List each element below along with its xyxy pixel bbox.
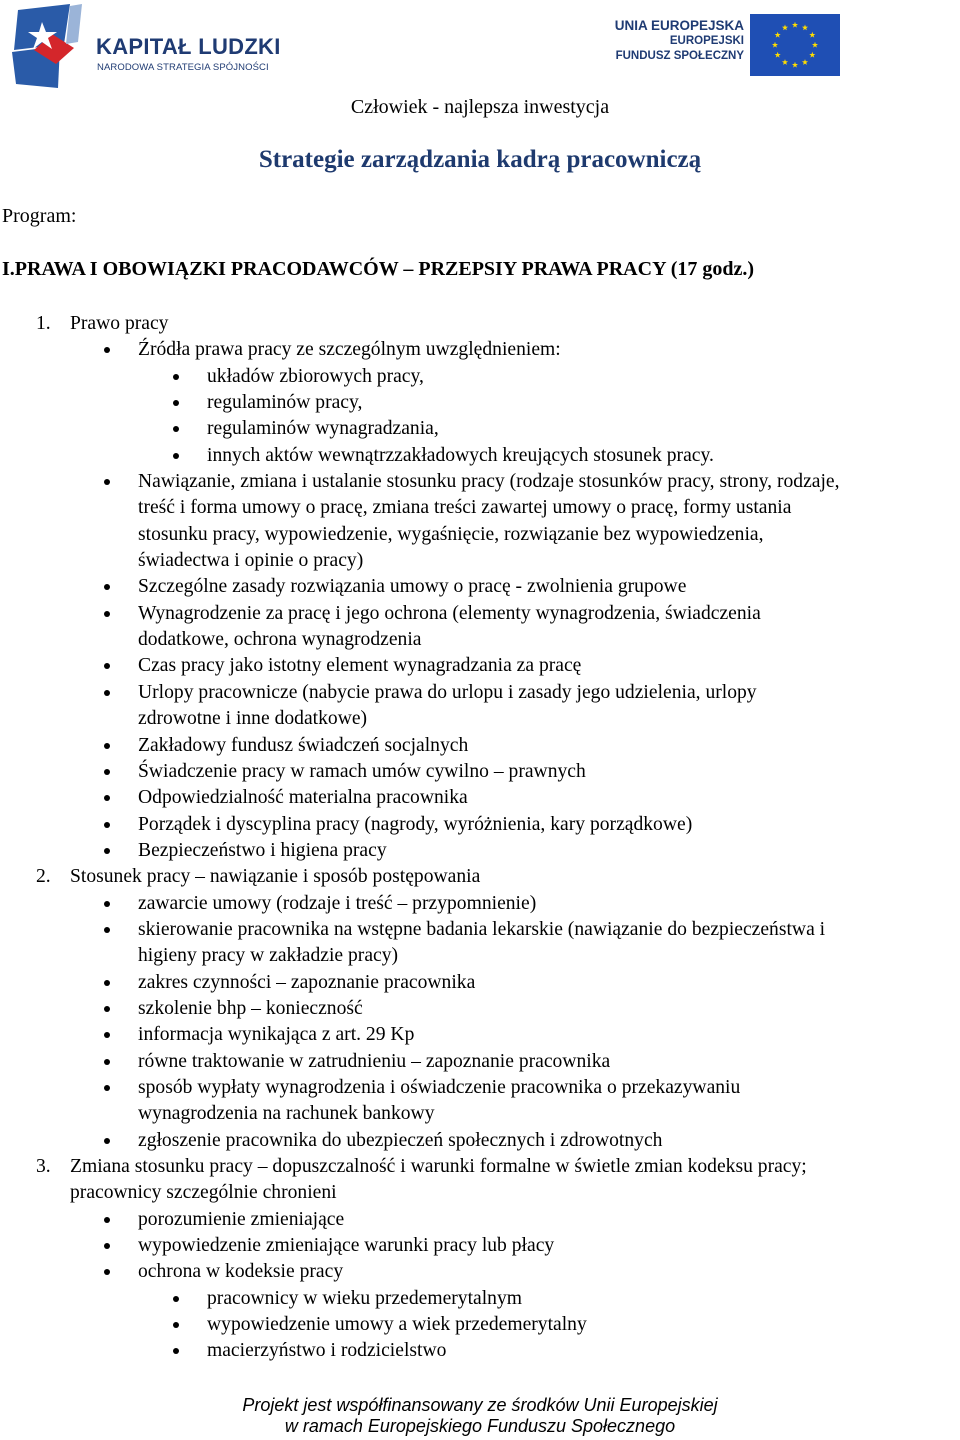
list-item — [0, 812, 960, 838]
bullet-icon — [104, 927, 110, 933]
bullet-icon — [104, 980, 110, 986]
item-text: pracownicy w wieku przedemerytalnym — [207, 1287, 523, 1309]
bullet-icon — [104, 1138, 110, 1144]
bullet-icon — [104, 1032, 110, 1038]
item-text: równe traktowanie w zatrudnieniu – zapoznanie pracownika — [138, 1050, 611, 1072]
eu-logo-text — [615, 18, 744, 64]
item-text: pracownicy szczególnie chronieni — [70, 1182, 337, 1204]
list-item-continuation — [0, 495, 960, 521]
item-text: zawarcie umowy (rodzaje i treść – przypomnienie) — [138, 892, 537, 914]
item-text: zgłoszenie pracownika do ubezpieczeń społecznych i zdrowotnych — [138, 1129, 663, 1151]
item-text: szkolenie bhp – konieczność — [138, 997, 363, 1019]
bullet-icon — [104, 1269, 110, 1275]
item-text: sposób wypłaty wynagrodzenia i oświadczenie pracownika o przekazywaniu — [138, 1076, 741, 1098]
eu-flag-icon — [750, 14, 840, 76]
sub-list-item — [0, 1338, 960, 1364]
item-text: układów zbiorowych pracy, — [207, 365, 424, 387]
bullet-icon — [104, 1243, 110, 1249]
kapital-ludzki-title: KAPITAŁ LUDZKI — [96, 34, 281, 59]
bullet-icon — [173, 1296, 179, 1302]
bullet-icon — [104, 1217, 110, 1223]
list-item — [0, 917, 960, 943]
list-item — [0, 1075, 960, 1101]
sub-list-item — [0, 1286, 960, 1312]
bullet-icon — [104, 822, 110, 828]
list-item — [0, 1233, 960, 1259]
item-text: dodatkowe, ochrona wynagrodzenia — [138, 629, 422, 651]
document-title: Strategie zarządzania kadrą pracowniczą — [258, 146, 702, 173]
item-text: Wynagrodzenie za pracę i jego ochrona (elementy wynagrodzenia, świadczenia — [138, 602, 761, 624]
eu-logo-line2: EUROPEJSKI — [669, 35, 744, 47]
bullet-icon — [173, 1348, 179, 1354]
bullet-icon — [173, 1322, 179, 1328]
numbered-item — [0, 311, 960, 337]
item-text: stosunku pracy, wypowiedzenie, wygaśnięcie, rozwiązanie bez wypowiedzenia, — [138, 523, 764, 545]
bullet-icon — [173, 374, 179, 380]
eu-logo-line1: UNIA EUROPEJSKA — [614, 18, 744, 33]
item-number: 3. — [36, 1156, 51, 1177]
bullet-icon — [104, 1085, 110, 1091]
item-text: treść i forma umowy o pracę, zmiana treści zawartej umowy o pracę, formy ustania — [138, 497, 792, 519]
item-text: Źródła prawa pracy ze szczególnym uwzględnieniem: — [138, 339, 561, 361]
item-text: zdrowotne i inne dodatkowe) — [138, 708, 368, 730]
bullet-icon — [104, 795, 110, 801]
item-text: świadectwa i opinie o pracy) — [138, 550, 364, 572]
list-item-continuation — [0, 1180, 960, 1206]
program-outline — [0, 311, 960, 1365]
item-text: Urlopy pracownicze (nabycie prawa do urlopu i zasady jego udzielenia, urlopy — [138, 681, 757, 703]
list-item — [0, 1128, 960, 1154]
program-label: Program: — [2, 205, 77, 227]
item-text: wypowiedzenie zmieniające warunki pracy lub płacy — [138, 1235, 555, 1257]
list-item — [0, 733, 960, 759]
numbered-item — [0, 1154, 960, 1180]
bullet-icon — [104, 901, 110, 907]
list-item-continuation — [0, 1101, 960, 1127]
item-text: Bezpieczeństwo i higiena pracy — [138, 839, 387, 861]
list-item — [0, 1022, 960, 1048]
kapital-ludzki-subtitle: NARODOWA STRATEGIA SPÓJNOŚCI — [97, 62, 269, 73]
bullet-icon — [104, 663, 110, 669]
bullet-icon — [173, 400, 179, 406]
bullet-icon — [104, 611, 110, 617]
eu-logo-line3: FUNDUSZ SPOŁECZNY — [615, 50, 744, 62]
item-text: Świadczenie pracy w ramach umów cywilno – prawnych — [138, 760, 586, 782]
kapital-ludzki-emblem-icon — [12, 4, 82, 88]
sub-list-item — [0, 443, 960, 469]
item-text: innych aktów wewnątrzzakładowych kreujących stosunek pracy. — [207, 444, 714, 466]
kapital-ludzki-logo — [12, 4, 282, 88]
sub-list-item — [0, 1312, 960, 1338]
numbered-item — [0, 864, 960, 890]
section-heading: I.PRAWA I OBOWIĄZKI PRACODAWCÓW – PRZEPSIY PRAWA PRACY (17 godz.) — [2, 258, 755, 280]
eu-efs-logo — [608, 14, 848, 80]
list-item — [0, 838, 960, 864]
item-text: regulaminów wynagradzania, — [207, 418, 439, 440]
bullet-icon — [104, 347, 110, 353]
footer-line1: Projekt jest współfinansowany ze środków Unii Europejskiej — [242, 1395, 718, 1415]
item-text: Nawiązanie, zmiana i ustalanie stosunku pracy (rodzaje stosunków pracy, strony, rodzaje, — [138, 471, 840, 493]
bullet-icon — [104, 743, 110, 749]
item-text: Zakładowy fundusz świadczeń socjalnych — [138, 734, 469, 756]
bullet-icon — [104, 848, 110, 854]
list-item — [0, 574, 960, 600]
item-text: wynagrodzenia na rachunek bankowy — [138, 1103, 435, 1125]
list-item — [0, 891, 960, 917]
list-item — [0, 337, 960, 363]
bullet-icon — [104, 769, 110, 775]
item-number: 2. — [36, 866, 51, 888]
slogan: Człowiek - najlepsza inwestycja — [350, 96, 610, 118]
list-item — [0, 653, 960, 679]
list-item-continuation — [0, 943, 960, 969]
item-text: skierowanie pracownika na wstępne badania lekarskie (nawiązanie do bezpieczeństwa i — [138, 918, 826, 940]
sub-list-item — [0, 416, 960, 442]
item-number: 1. — [36, 313, 51, 334]
list-item — [0, 1207, 960, 1233]
item-text: Prawo pracy — [70, 313, 169, 334]
item-text: wypowiedzenie umowy a wiek przedemerytalny — [207, 1314, 587, 1336]
item-text: Szczególne zasady rozwiązania umowy o pracę - zwolnienia grupowe — [138, 576, 687, 598]
item-text: zakres czynności – zapoznanie pracownika — [138, 971, 476, 993]
list-item — [0, 680, 960, 706]
sub-list-item — [0, 364, 960, 390]
bullet-icon — [104, 584, 110, 590]
item-text: higieny pracy w zakładzie pracy) — [138, 945, 399, 967]
bullet-icon — [104, 1006, 110, 1012]
item-text: Odpowiedzialność materialna pracownika — [138, 787, 468, 809]
bullet-icon — [104, 1059, 110, 1065]
item-text: Zmiana stosunku pracy – dopuszczalność i warunki formalne w świetle zmian kodeksu pracy; — [70, 1156, 807, 1177]
bullet-icon — [173, 426, 179, 432]
list-item-continuation — [0, 627, 960, 653]
list-item — [0, 785, 960, 811]
item-text: Porządek i dyscyplina pracy (nagrody, wyróżnienia, kary porządkowe) — [138, 813, 693, 835]
list-item — [0, 970, 960, 996]
item-text: Stosunek pracy – nawiązanie i sposób postępowania — [70, 866, 481, 888]
list-item — [0, 759, 960, 785]
list-item-continuation — [0, 522, 960, 548]
list-item — [0, 469, 960, 495]
list-item-continuation — [0, 706, 960, 732]
footer-note — [0, 1395, 960, 1437]
bullet-icon — [104, 690, 110, 696]
item-text: ochrona w kodeksie pracy — [138, 1261, 344, 1283]
item-text: Czas pracy jako istotny element wynagradzania za pracę — [138, 655, 582, 677]
footer-line2: w ramach Europejskiego Funduszu Społecznego — [284, 1416, 676, 1436]
bullet-icon — [104, 479, 110, 485]
item-text: macierzyństwo i rodzicielstwo — [207, 1340, 447, 1362]
list-item — [0, 601, 960, 627]
list-item — [0, 1259, 960, 1285]
sub-list-item — [0, 390, 960, 416]
item-text: regulaminów pracy, — [207, 392, 363, 414]
list-item — [0, 1049, 960, 1075]
list-item-continuation — [0, 548, 960, 574]
bullet-icon — [173, 453, 179, 459]
item-text: porozumienie zmieniające — [138, 1208, 345, 1230]
list-item — [0, 996, 960, 1022]
item-text: informacja wynikająca z art. 29 Kp — [138, 1024, 415, 1046]
